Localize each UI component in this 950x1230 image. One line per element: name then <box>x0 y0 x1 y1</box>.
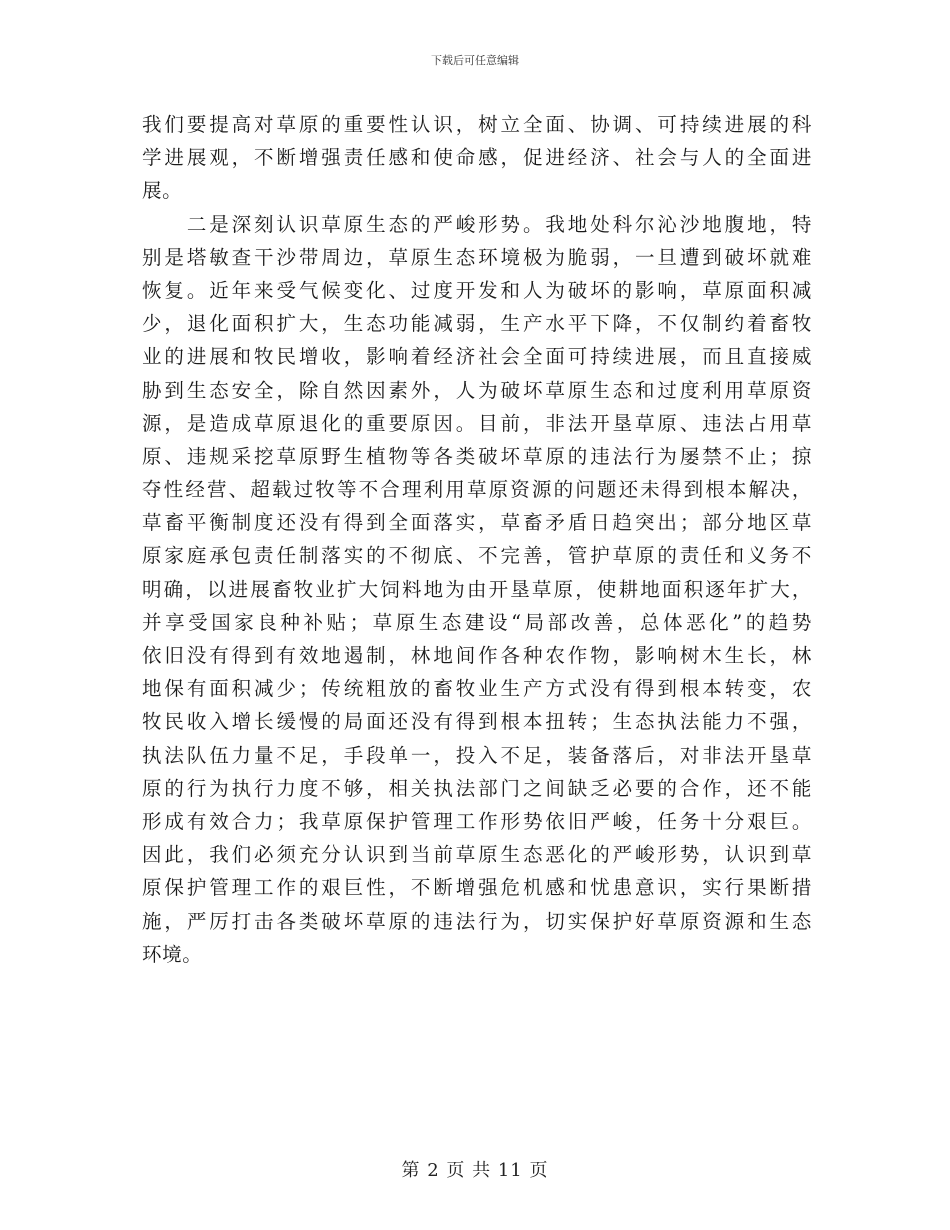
text-line: 少，退化面积扩大，生态功能减弱，生产水平下降，不仅制约着畜牧 <box>142 312 812 336</box>
text-line: 二是深刻认识草原生态的严峻形势。我地处科尔沁沙地腹地，特 <box>142 212 812 236</box>
text-line: 别是塔敏查干沙带周边，草原生态环境极为脆弱，一旦遭到破坏就难 <box>142 245 812 269</box>
text-line: 原、违规采挖草原野生植物等各类破坏草原的违法行为屡禁不止；掠 <box>142 444 812 468</box>
text-line: 学进展观，不断增强责任感和使命感，促进经济、社会与人的全面进 <box>142 146 812 170</box>
text-line: 因此，我们必须充分认识到当前草原生态恶化的严峻形势，认识到草 <box>142 843 812 867</box>
text-line: 原保护管理工作的艰巨性，不断增强危机感和忧患意识，实行果断措 <box>142 876 812 900</box>
text-line: 恢复。近年来受气候变化、过度开发和人为破坏的影响，草原面积减 <box>142 278 812 302</box>
text-line: 依旧没有得到有效地遏制，林地间作各种农作物，影响树木生长，林 <box>142 644 812 667</box>
text-line: 环境。 <box>142 942 203 966</box>
text-line: 并享受国家良种补贴；草原生态建设“局部改善，总体恶化”的趋势 <box>142 610 812 634</box>
text-line: 牧民收入增长缓慢的局面还没有得到根本扭转；生态执法能力不强， <box>142 710 812 734</box>
text-line: 执法队伍力量不足，手段单一，投入不足，装备落后，对非法开垦草 <box>142 743 812 767</box>
page-header-note: 下载后可任意编辑 <box>431 54 519 67</box>
text-line: 施，严厉打击各类破坏草原的违法行为，切实保护好草原资源和生态 <box>142 909 812 933</box>
text-line: 原家庭承包责任制落实的不彻底、不完善，管护草原的责任和义务不 <box>142 544 812 568</box>
text-line: 展。 <box>142 179 183 203</box>
text-line: 原的行为执行力度不够，相关执法部门之间缺乏必要的合作，还不能 <box>142 776 812 800</box>
text-line: 源，是造成草原退化的重要原因。目前，非法开垦草原、违法占用草 <box>142 411 812 435</box>
text-line: 胁到生态安全，除自然因素外，人为破坏草原生态和过度利用草原资 <box>142 378 812 402</box>
text-line: 草畜平衡制度还没有得到全面落实，草畜矛盾日趋突出；部分地区草 <box>142 511 812 535</box>
text-line: 明确，以进展畜牧业扩大饲料地为由开垦草原，使耕地面积逐年扩大， <box>142 577 812 601</box>
text-line: 形成有效合力；我草原保护管理工作形势依旧严峻，任务十分艰巨。 <box>142 809 812 833</box>
document-body <box>142 108 812 971</box>
text-line: 夺性经营、超载过牧等不合理利用草原资源的问题还未得到根本解决， <box>142 478 812 502</box>
text-line: 我们要提高对草原的重要性认识，树立全面、协调、可持续进展的科 <box>142 113 812 136</box>
text-line: 地保有面积减少；传统粗放的畜牧业生产方式没有得到根本转变，农 <box>142 677 812 701</box>
text-line: 业的进展和牧民增收，影响着经济社会全面可持续进展，而且直接威 <box>142 345 812 369</box>
page-number: 第 2 页 共 11 页 <box>401 1160 549 1181</box>
